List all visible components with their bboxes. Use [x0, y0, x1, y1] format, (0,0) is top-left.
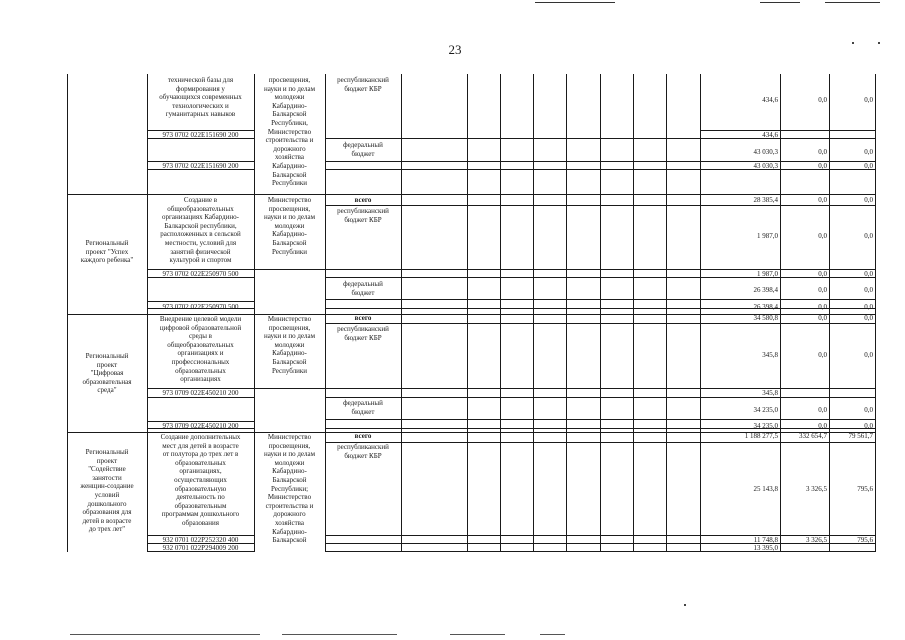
value-cell: 43 030,3 [753, 162, 778, 170]
budget-code: 973 0709 022E450210 200 [162, 422, 239, 430]
scan-edge-line [450, 634, 505, 635]
scan-speck [878, 42, 880, 44]
table-border-right [875, 74, 876, 552]
executor-cell: Министерство просвещения, науки и по делам молодежи Кабардино- Балкарской Республики [263, 315, 316, 375]
event-description: Создание в общеобразовательных организациях Кабардино- Балкарской республики, расположенных в сельской местности, условий для занятий физической культурой и спортом [160, 196, 241, 265]
value-cell: 434,6 [762, 131, 778, 139]
value-cell: 0,0 [818, 148, 827, 156]
project-name: Региональный проект "Успех каждого ребенка" [80, 239, 134, 265]
funding-source: федеральный бюджет [343, 280, 383, 297]
value-cell: 43 030,3 [753, 148, 778, 156]
value-cell: 0,0 [864, 270, 873, 278]
value-cell: 0,0 [818, 162, 827, 170]
value-cell: 26 398,4 [753, 303, 778, 311]
funding-source: федеральный бюджет [343, 141, 383, 158]
column-divider [566, 74, 567, 552]
value-cell: 0,0 [864, 148, 873, 156]
value-cell: 26 398,4 [753, 286, 778, 294]
budget-code: 973 0702 022E151690 200 [162, 162, 239, 170]
value-cell: 0,0 [818, 286, 827, 294]
budget-code: 973 0702 022E250970 500 [162, 270, 239, 278]
scan-edge-line [760, 2, 800, 3]
event-description: Создание дополнительных мест для детей в возрасте от полутора до трех лет в образовательных организациях, осуществляющих образовательную деятельность по образовательным программам дошкольного образования [160, 433, 241, 527]
value-cell: 0,0 [818, 96, 827, 104]
value-cell: 34 580,8 [753, 314, 778, 322]
executor-cell: Министерство просвещения, науки и по делам молодежи Кабардино- Балкарской Республики; Министерство строительства и дорожного хозяйства Кабардино- Балкарской [263, 433, 316, 545]
column-divider [829, 74, 830, 552]
row-divider [325, 551, 875, 552]
funding-source: федеральный бюджет [343, 399, 383, 416]
value-cell: 0,0 [818, 351, 827, 359]
value-cell: 345,8 [762, 351, 778, 359]
scan-edge-line [282, 634, 397, 635]
value-cell: 0,0 [864, 351, 873, 359]
budget-code: 932 0701 022P294009 200 [162, 544, 239, 552]
total-label: всего [354, 314, 372, 322]
value-cell: 0,0 [864, 422, 873, 430]
column-divider [666, 74, 667, 552]
row-divider [325, 138, 875, 139]
value-cell: 434,6 [762, 96, 778, 104]
column-divider [500, 74, 501, 552]
column-divider [633, 74, 634, 552]
value-cell: 0,0 [818, 303, 827, 311]
value-cell: 34 235,0 [753, 406, 778, 414]
value-cell: 25 143,8 [753, 485, 778, 493]
value-cell: 795,6 [857, 536, 873, 544]
project-name: Региональный проект "Содействие занятости женщин-создание условий дошкольного образования для детей в возрасте до трех лет" [80, 448, 134, 534]
funding-source: республиканский бюджет КБР [337, 325, 389, 342]
section-divider [67, 194, 875, 195]
funding-source: республиканский бюджет КБР [337, 76, 389, 93]
value-cell: 345,8 [762, 389, 778, 397]
value-cell: 0,0 [864, 162, 873, 170]
value-cell: 0,0 [864, 314, 873, 322]
value-cell: 3 326,5 [806, 485, 827, 493]
value-cell: 0,0 [818, 270, 827, 278]
total-label: всего [354, 196, 372, 204]
value-cell: 79 561,7 [848, 432, 873, 440]
value-cell: 1 188 277,5 [744, 432, 778, 440]
row-divider [147, 301, 254, 302]
value-cell: 332 654,7 [799, 432, 827, 440]
budget-code: 973 0702 022E250970 500 [162, 303, 239, 311]
scan-edge-line [535, 2, 615, 3]
total-label: всего [354, 432, 372, 440]
executor-cell: Министерство просвещения, науки и по делам молодежи Кабардино- Балкарской Республики [263, 196, 316, 256]
row-divider [325, 397, 875, 398]
row-divider [325, 442, 875, 443]
value-cell: 1 987,0 [757, 232, 778, 240]
page-number: 23 [448, 42, 462, 57]
value-cell: 0,0 [864, 286, 873, 294]
value-cell: 1 987,0 [757, 270, 778, 278]
value-cell: 3 326,5 [806, 536, 827, 544]
budget-table [67, 74, 875, 552]
scan-speck [852, 42, 854, 44]
scan-edge-line [825, 2, 880, 3]
executor-cell: просвещения, науки и по делам молодежи Кабардино- Балкарской Республики, Министерство строительства и дорожного хозяйства Кабардино- Балкарской Республики [263, 76, 316, 188]
row-divider [325, 205, 875, 206]
value-cell: 0,0 [864, 196, 873, 204]
value-cell: 795,6 [857, 485, 873, 493]
value-cell: 0,0 [818, 422, 827, 430]
row-divider [325, 419, 875, 420]
column-divider [401, 74, 402, 552]
value-cell: 0,0 [818, 232, 827, 240]
column-divider [533, 74, 534, 552]
column-divider [780, 74, 781, 552]
column-divider [600, 74, 601, 552]
value-cell: 0,0 [864, 232, 873, 240]
scan-edge-line [70, 634, 260, 635]
scan-edge-line [540, 634, 565, 635]
value-cell: 0,0 [864, 303, 873, 311]
value-cell: 13 395,0 [753, 544, 778, 552]
value-cell: 0,0 [818, 406, 827, 414]
budget-code: 932 0701 022P252320 400 [162, 536, 239, 544]
value-cell: 11 748,8 [753, 536, 778, 544]
column-divider [467, 74, 468, 552]
value-cell: 0,0 [818, 196, 827, 204]
scan-speck [684, 604, 686, 606]
funding-source: республиканский бюджет КБР [337, 207, 389, 224]
project-name: Региональный проект "Цифровая образовательная среда" [82, 352, 132, 395]
value-cell: 34 235,0 [753, 422, 778, 430]
row-divider [325, 299, 875, 300]
value-cell: 0,0 [864, 96, 873, 104]
value-cell: 0,0 [818, 314, 827, 322]
value-cell: 28 385,4 [753, 196, 778, 204]
funding-source: республиканский бюджет КБР [337, 443, 389, 460]
row-divider [325, 323, 875, 324]
budget-code: 973 0702 022E151690 200 [162, 131, 239, 139]
value-cell: 0,0 [864, 406, 873, 414]
column-divider [700, 74, 701, 552]
event-description: Внедрение целевой модели цифровой образовательной среды в общеобразовательных организациях и профессиональных образовательных организациях [159, 315, 242, 384]
budget-code: 973 0709 022E450210 200 [162, 389, 239, 397]
event-description: технической базы для формирования у обучающихся современных технологических и гуманитарных навыков [159, 76, 242, 119]
